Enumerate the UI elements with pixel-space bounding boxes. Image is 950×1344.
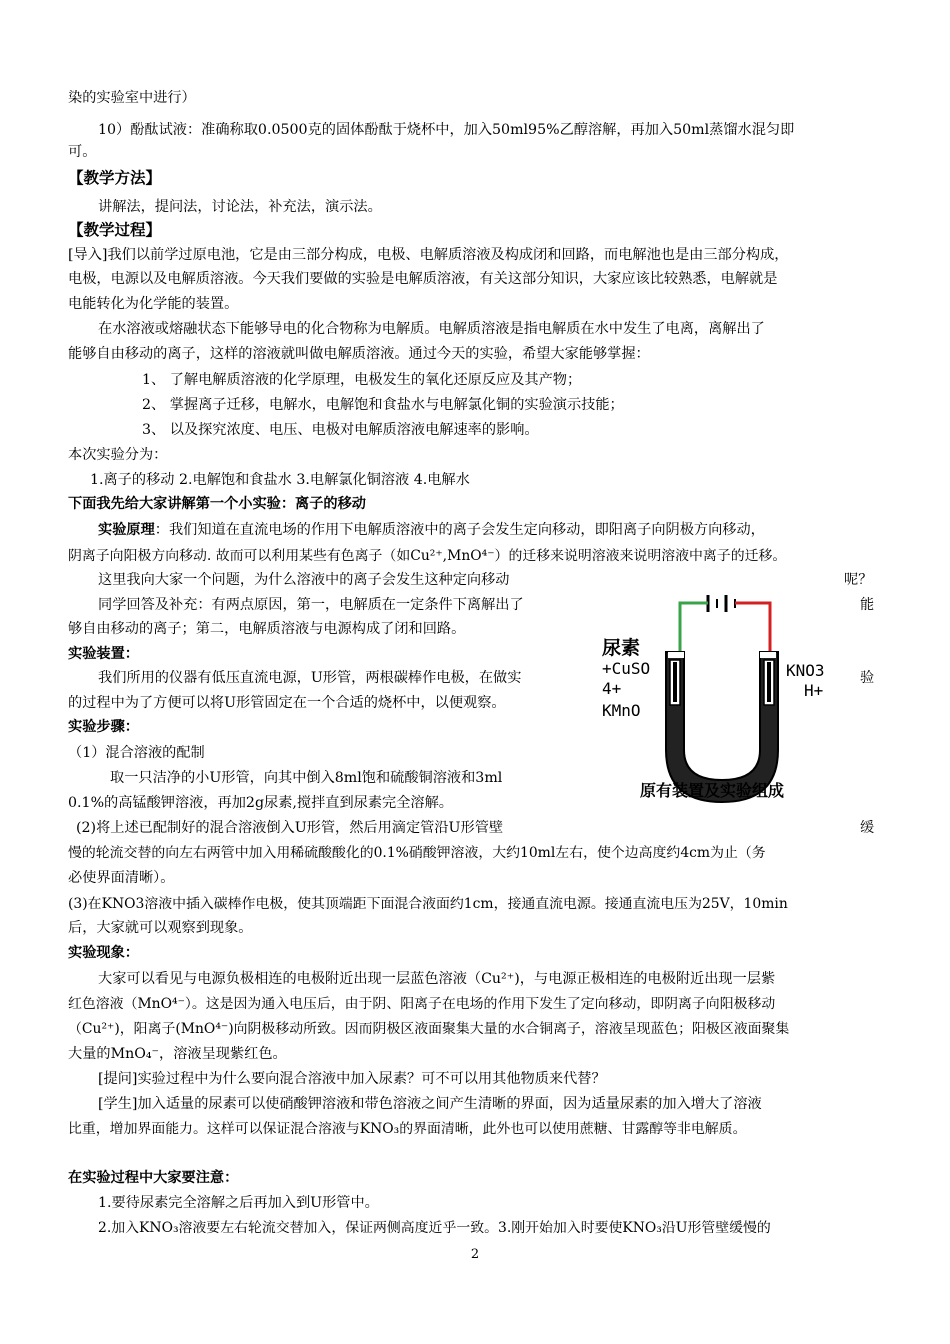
subsection-heading: 实验步骤：: [68, 719, 139, 735]
figure-caption: 原有装置及实验组成: [640, 781, 785, 800]
text-line: 取一只洁净的小U形管，向其中倒入8ml饱和硫酸铜溶液和3ml: [110, 770, 503, 786]
text-line: 慢的轮流交替的向左右两管中加入用稀硫酸酸化的0.1%硝酸钾溶液，大约10ml左右，使个边高度约4cm为止（务: [68, 845, 766, 861]
text-line: （1）混合溶液的配制: [68, 745, 205, 761]
text-line: （Cu²⁺)，阳离子(MnO⁴⁻)向阴极移动所致。因而阴极区液面聚集大量的水合铜离子，溶液呈现蓝色；阳极区液面聚集: [68, 1021, 790, 1037]
list-item: 1.要待尿素完全溶解之后再加入到U形管中。: [98, 1195, 379, 1211]
text-line: 的过程中为了方便可以将U形管固定在一个合适的烧杯中，以便观察。: [68, 695, 506, 711]
text-line: 够自由移动的离子；第二，电解质溶液与电源构成了闭和回路。: [68, 621, 466, 637]
text-line: 电能转化为化学能的装置。: [68, 296, 239, 312]
text-line: [学生]加入适量的尿素可以使硝酸钾溶液和带色溶液之间产生清晰的界面，因为适量尿素的加入增大了溶液: [98, 1096, 762, 1112]
page-number: 2: [470, 1247, 480, 1262]
text-line-tail: 呢？: [844, 572, 873, 588]
text-line: [98, 520, 765, 540]
left-label-4: KMnO: [602, 701, 641, 720]
subsection-heading: 下面我先给大家讲解第一个小实验：离子的移动: [68, 496, 366, 512]
battery-icon: [708, 595, 735, 612]
list-item: 3、 以及探究浓度、电压、电极对电解质溶液电解速率的影响。: [142, 422, 539, 438]
u-tube: [666, 652, 778, 802]
section-heading-process: 【教学过程】: [68, 221, 162, 239]
left-label-2: +CuSO: [602, 659, 651, 678]
text-line: 我们所用的仪器有低压直流电源，U形管，两根碳棒作电极，在做实: [98, 670, 522, 686]
right-label-2: H+: [804, 681, 824, 700]
list-item: 1、 了解电解质溶液的化学原理，电极发生的氧化还原反应及其产物；: [142, 372, 582, 388]
text-line: (3)在KNO3溶液中插入碳棒作电极，使其顶端距下面混合液面约1cm，接通直流电源。接通直流电压为25V，10min: [68, 896, 788, 912]
text-line: 红色溶液（MnO⁴⁻）。这是因为通入电压后，由于阴、阳离子在电场的作用下发生了定向移动，即阴离子向阳极移动: [68, 996, 776, 1012]
list-item: 2、 掌握离子迁移，电解水，电解饱和食盐水与电解氯化铜的实验演示技能；: [142, 397, 624, 413]
section-heading-method: 【教学方法】: [68, 169, 162, 187]
text-line: 本次实验分为：: [68, 447, 168, 463]
subsection-heading: 在实验过程中大家要注意：: [68, 1170, 239, 1186]
text-line-tail: 缓: [860, 820, 875, 836]
left-label-1: 尿素: [602, 637, 641, 659]
text-line: 讲解法，提问法，讨论法，补充法，演示法。: [98, 199, 382, 215]
text-line: (2)将上述已配制好的混合溶液倒入U形管，然后用滴定管沿U形管壁: [76, 820, 504, 836]
list-item: 2.加入KNO₃溶液要左右轮流交替加入，保证两侧高度近乎一致。3.刚开始加入时要使KNO₃沿U形管壁缓慢的: [98, 1220, 771, 1236]
inline-label: 实验原理: [98, 522, 155, 538]
text-line: [提问]实验过程中为什么要向混合溶液中加入尿素？可不可以用其他物质来代替？: [98, 1071, 606, 1087]
text-line: 可。: [68, 144, 97, 160]
subsection-heading: 实验装置：: [68, 646, 139, 662]
text-line: 这里我向大家一个问题，为什么溶液中的离子会发生这种定向移动: [98, 572, 510, 588]
text-line: 必使界面清晰）。: [68, 870, 175, 886]
text-line: 大家可以看见与电源负极相连的电极附近出现一层蓝色溶液（Cu²⁺)，与电源正极相连的电极附近出现一层紫: [98, 971, 776, 987]
text-line: 后，大家就可以观察到现象。: [68, 920, 253, 936]
text-line: 10）酚酞试液：准确称取0.0500克的固体酚酞于烧杯中，加入50ml95%乙醇溶解，再加入50ml蒸馏水混匀即: [98, 122, 795, 138]
u-tube-diagram: [600, 590, 860, 815]
text-line: 1.离子的移动 2.电解饱和食盐水 3.电解氯化铜溶液 4.电解水: [90, 472, 470, 488]
u-tube-apparatus-figure: [600, 590, 860, 815]
text-line: 同学回答及补充：有两点原因，第一，电解质在一定条件下离解出了: [98, 597, 524, 613]
text-line: 染的实验室中进行）: [68, 90, 196, 106]
text-line: 能够自由移动的离子，这样的溶液就叫做电解质溶液。通过今天的实验，希望大家能够掌握：: [68, 346, 650, 362]
inline-text: ：我们知道在直流电场的作用下电解质溶液中的离子会发生定向移动，即阳离子向阴极方向移动，: [154, 522, 765, 538]
text-line-tail: 验: [860, 670, 875, 686]
text-line: 0.1%的高锰酸钾溶液，再加2g尿素,搅拌直到尿素完全溶解。: [68, 795, 453, 811]
text-line: 阴离子向阳极方向移动. 故而可以利用某些有色离子（如Cu²⁺,MnO⁴⁻）的迁移来说明溶液来说明溶液中离子的迁移。: [68, 548, 787, 564]
right-label-1: KNO3: [786, 661, 825, 680]
text-line: 大量的MnO₄⁻，溶液呈现紫红色。: [68, 1046, 287, 1062]
text-line: 电极，电源以及电解质溶液。今天我们要做的实验是电解质溶液，有关这部分知识，大家应该比较熟悉，电解就是: [68, 271, 778, 287]
text-line: [导入]我们以前学过原电池，它是由三部分构成，电极、电解质溶液及构成闭和回路，而电解池也是由三部分构成，: [68, 247, 789, 263]
left-label-3: 4+: [602, 679, 622, 698]
subsection-heading: 实验现象：: [68, 945, 139, 961]
text-line: 比重，增加界面能力。这样可以保证混合溶液与KNO₃的界面清晰，此外也可以使用蔗糖、甘露醇等非电解质。: [68, 1121, 747, 1137]
text-line-tail: 能: [860, 597, 875, 613]
text-line: 在水溶液或熔融状态下能够导电的化合物称为电解质。电解质溶液是指电解质在水中发生了电离，离解出了: [98, 321, 765, 337]
